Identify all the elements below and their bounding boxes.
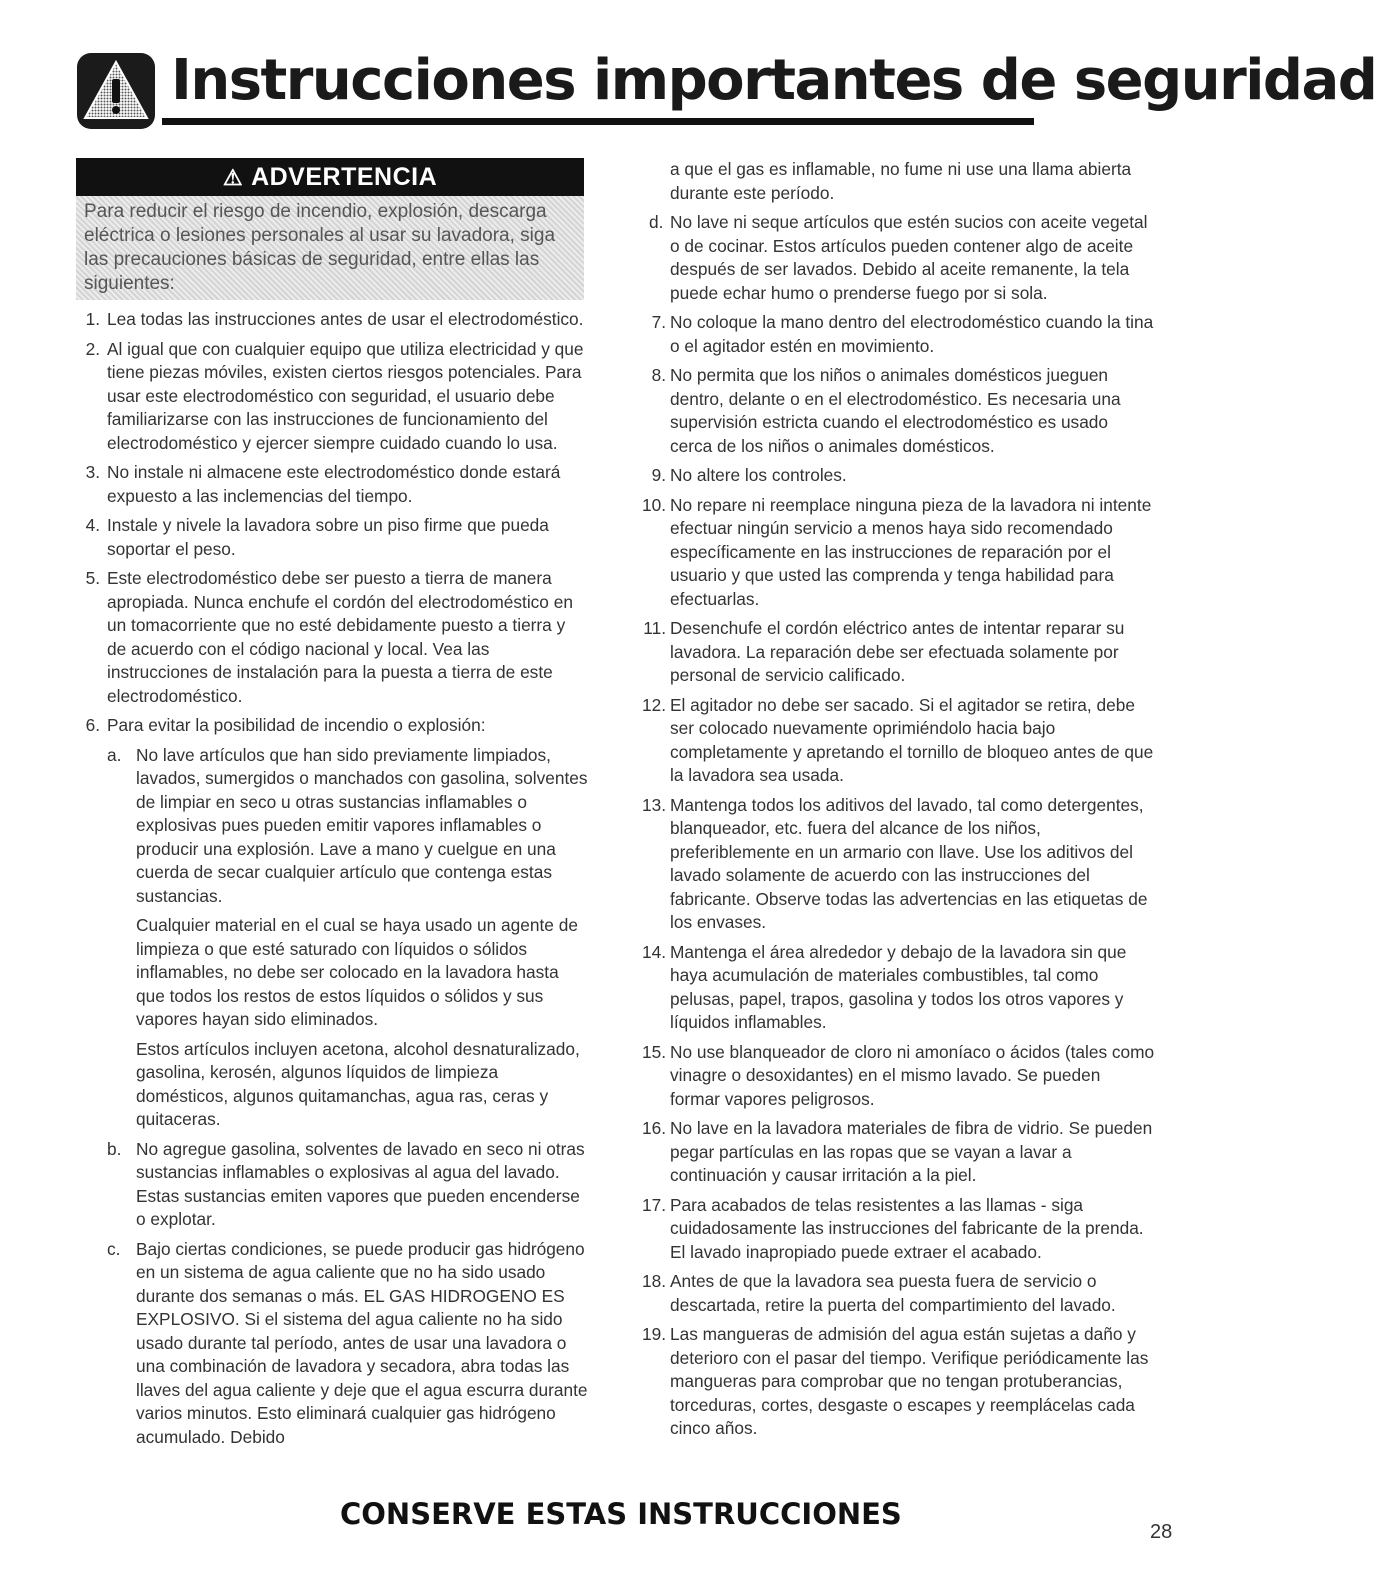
item-text: No coloque la mano dentro del electrodoméstico cuando la tina o el agitador estén en movimiento. xyxy=(670,312,1154,356)
list-item xyxy=(640,494,1155,612)
warning-text: Para reducir el riesgo de incendio, explosión, descarga eléctrica o lesiones personales al usar su lavadora, siga las precauciones básicas de seguridad, entre ellas las siguientes: xyxy=(76,196,584,300)
continued-paragraph: a que el gas es inflamable, no fume ni use una llama abierta durante este período. xyxy=(670,159,1132,203)
item-text: Para acabados de telas resistentes a las llamas - siga cuidadosamente las instrucciones del fabricante de la prenda. El lavado inapropiado puede extraer el acabado. xyxy=(670,1194,1144,1262)
item-number: 16. xyxy=(641,1118,666,1138)
item-number: 15. xyxy=(641,1041,666,1062)
item-text: Al igual que con cualquier equipo que utiliza electricidad y que tiene piezas móviles, existen ciertos riesgos potenciales. Para usar este electrodoméstico con seguridad, el usuario debe familiarizarse con las instrucciones de funcionamiento del electrodoméstico y ejercer siempre cuidado cuando lo usa. xyxy=(107,338,584,453)
item-number: 1. xyxy=(85,309,100,329)
list-item xyxy=(640,617,1155,688)
item-number: 5. xyxy=(85,568,100,588)
warning-box xyxy=(76,158,584,300)
list-item xyxy=(640,794,1155,935)
item-number: 14. xyxy=(641,941,666,962)
list-item xyxy=(78,461,588,508)
list-item xyxy=(640,1041,1155,1112)
item-text: Bajo ciertas condiciones, se puede producir gas hidrógeno en un sistema de agua caliente que no ha sido usado durante dos semanas o más. EL GAS HIDROGENO ES EXPLOSIVO. Si el sistema del agua caliente no ha sido usado durante tal período, antes de usar una lavadora o una combinación de lavadora y secadora, abra todas las llaves del agua caliente y deje que el agua escurra durante varios minutos. Esto eliminará cualquier gas hidrógeno acumulado. Debido xyxy=(136,1238,588,1447)
item-number: 10. xyxy=(641,494,666,515)
list-item xyxy=(78,514,588,561)
item-text: No use blanqueador de cloro ni amoníaco o ácidos (tales como vinagre o desoxidantes) en el mismo lavado. Se pueden formar vapores peligrosos. xyxy=(670,1041,1155,1109)
item-number: 18. xyxy=(641,1271,666,1291)
warning-icon xyxy=(76,52,156,130)
list-item xyxy=(640,1117,1155,1188)
list-item xyxy=(78,714,588,738)
left-column xyxy=(78,158,588,1455)
item-text: Las mangueras de admisión del agua están sujetas a daño y deterioro con el pasar del tiempo. Verifique periódicamente las mangueras para comprobar que no tengan protuberancias, torceduras, cortes, desgaste o escapes y reemplácelas cada cinco años. xyxy=(670,1324,1149,1438)
list-item xyxy=(78,567,588,708)
list-item xyxy=(640,1194,1155,1265)
list-item xyxy=(78,308,588,332)
item-letter: c. xyxy=(107,1238,121,1259)
item-text: El agitador no debe ser sacado. Si el agitador se retira, debe ser colocado nuevamente oprimiéndolo hacia bajo completamente y apretando el tornillo de bloqueo antes de que la lavadora sea usada. xyxy=(670,694,1154,785)
item-text: No permita que los niños o animales domésticos jueguen dentro, delante o en el electrodoméstico. Es necesaria una supervisión estricta cuando el electrodoméstico es usado cerca de los niños o animales domésticos. xyxy=(670,365,1121,456)
item-text: No lave en la lavadora materiales de fibra de vidrio. Se pueden pegar partículas en las ropas que se vayan a lavar a continuación y causar irritación a la piel. xyxy=(670,1118,1153,1185)
list-item xyxy=(640,1323,1155,1441)
item-number: 8. xyxy=(651,365,666,385)
item-letter: d. xyxy=(649,212,664,232)
item-number: 4. xyxy=(85,515,100,535)
warning-triangle-icon: ⚠ xyxy=(222,165,244,190)
item-number: 11. xyxy=(643,618,666,638)
list-item xyxy=(640,364,1155,458)
item-number: 3. xyxy=(85,462,100,482)
item-number: 7. xyxy=(651,312,666,332)
item-text: Lea todas las instrucciones antes de usar el electrodoméstico. xyxy=(107,309,584,329)
item-text: Antes de que la lavadora sea puesta fuera de servicio o descartada, retire la puerta del compartimiento del lavado. xyxy=(670,1271,1116,1315)
item-number: 19. xyxy=(641,1324,666,1344)
list-item xyxy=(640,464,1155,488)
warning-title-bar xyxy=(76,158,584,196)
list-item xyxy=(640,1270,1155,1317)
item-number: 17. xyxy=(641,1194,666,1215)
item-number: 2. xyxy=(85,338,100,359)
right-column xyxy=(640,158,1155,1447)
footer-title: CONSERVE ESTAS INSTRUCCIONES xyxy=(340,1497,902,1531)
item-number: 6. xyxy=(85,715,100,735)
sub-list-item xyxy=(78,1138,588,1232)
item-text: No lave ni seque artículos que estén sucios con aceite vegetal o de cocinar. Estos artículos pueden contener algo de aceite después de ser lavados. Debido al aceite remanente, la tela puede echar humo o prenderse fuego por si sola. xyxy=(670,212,1148,303)
warning-title: ADVERTENCIA xyxy=(251,163,438,191)
list-item xyxy=(78,338,588,456)
item-text: No agregue gasolina, solventes de lavado en seco ni otras sustancias inflamables o explosivas al agua del lavado. Estas sustancias emiten vapores que pueden encenderse o explotar. xyxy=(136,1138,585,1229)
item-text: Desenchufe el cordón eléctrico antes de intentar reparar su lavadora. La reparación debe ser efectuada solamente por personal de servicio calificado. xyxy=(670,618,1125,685)
item-text: Instale y nivele la lavadora sobre un piso firme que pueda soportar el peso. xyxy=(107,515,549,559)
sub-list-item xyxy=(78,744,588,909)
sub-paragraph: Estos artículos incluyen acetona, alcohol desnaturalizado, gasolina, kerosén, algunos líquidos de limpieza domésticos, algunos quitamanchas, agua ras, ceras y quitaceras. xyxy=(136,1038,580,1129)
list-item xyxy=(640,941,1155,1035)
item-number: 9. xyxy=(651,465,666,485)
item-letter: a. xyxy=(107,744,122,765)
sub-list-item xyxy=(78,1238,588,1450)
item-text: Mantenga el área alrededor y debajo de la lavadora sin que haya acumulación de materiales combustibles, tal como pelusas, papel, trapos, gasolina y todos los otros vapores y líquidos inflamables. xyxy=(670,941,1127,1032)
item-letter: b. xyxy=(107,1138,122,1159)
item-number: 13. xyxy=(641,794,666,815)
item-text: Este electrodoméstico debe ser puesto a tierra de manera apropiada. Nunca enchufe el cordón del electrodoméstico en un tomacorriente que no esté debidamente puesto a tierra y de acuerdo con el código nacional y local. Vea las instrucciones de instalación para la puesta a tierra de este electrodoméstico. xyxy=(107,568,573,706)
item-text: No altere los controles. xyxy=(670,465,847,485)
sub-list-item xyxy=(640,211,1155,305)
item-text: No lave artículos que han sido previamente limpiados, lavados, sumergidos o manchados con gasolina, solventes de limpiar en seco u otras sustancias inflamables o explosivas pues pueden emitir vapores inflamables o producir una explosión. Lave a mano y cuelgue en una cuerda de secar cualquier artículo que contenga estas sustancias. xyxy=(136,744,588,906)
item-text: Mantenga todos los aditivos del lavado, tal como detergentes, blanqueador, etc. fuera del alcance de los niños, preferiblemente en un armario con llave. Use los aditivos del lavado solamente de acuerdo con las instrucciones del fabricante. Observe todas las advertencias en las etiquetas de los envases. xyxy=(670,794,1148,932)
item-text: No repare ni reemplace ninguna pieza de la lavadora ni intente efectuar ningún servicio a menos haya sido recomendado específicamente en las instrucciones de reparación por el usuario y que usted las comprenda y tenga habilidad para efectuarlas. xyxy=(670,494,1152,609)
page-header xyxy=(76,46,1376,132)
page-title: Instrucciones importantes de seguridad xyxy=(171,48,1376,113)
list-item xyxy=(640,694,1155,788)
title-underline xyxy=(162,118,1034,125)
page-number: 28 xyxy=(1150,1521,1173,1543)
item-number: 12. xyxy=(641,694,666,715)
list-item xyxy=(640,311,1155,358)
item-text: Para evitar la posibilidad de incendio o explosión: xyxy=(107,715,486,735)
sub-paragraph: Cualquier material en el cual se haya usado un agente de limpieza o que esté saturado con líquidos o sólidos inflamables, no debe ser colocado en la lavadora hasta que todos los restos de estos líquidos o sólidos y sus vapores hayan sido eliminados. xyxy=(136,915,578,1029)
item-text: No instale ni almacene este electrodoméstico donde estará expuesto a las inclemencias del tiempo. xyxy=(107,462,561,506)
